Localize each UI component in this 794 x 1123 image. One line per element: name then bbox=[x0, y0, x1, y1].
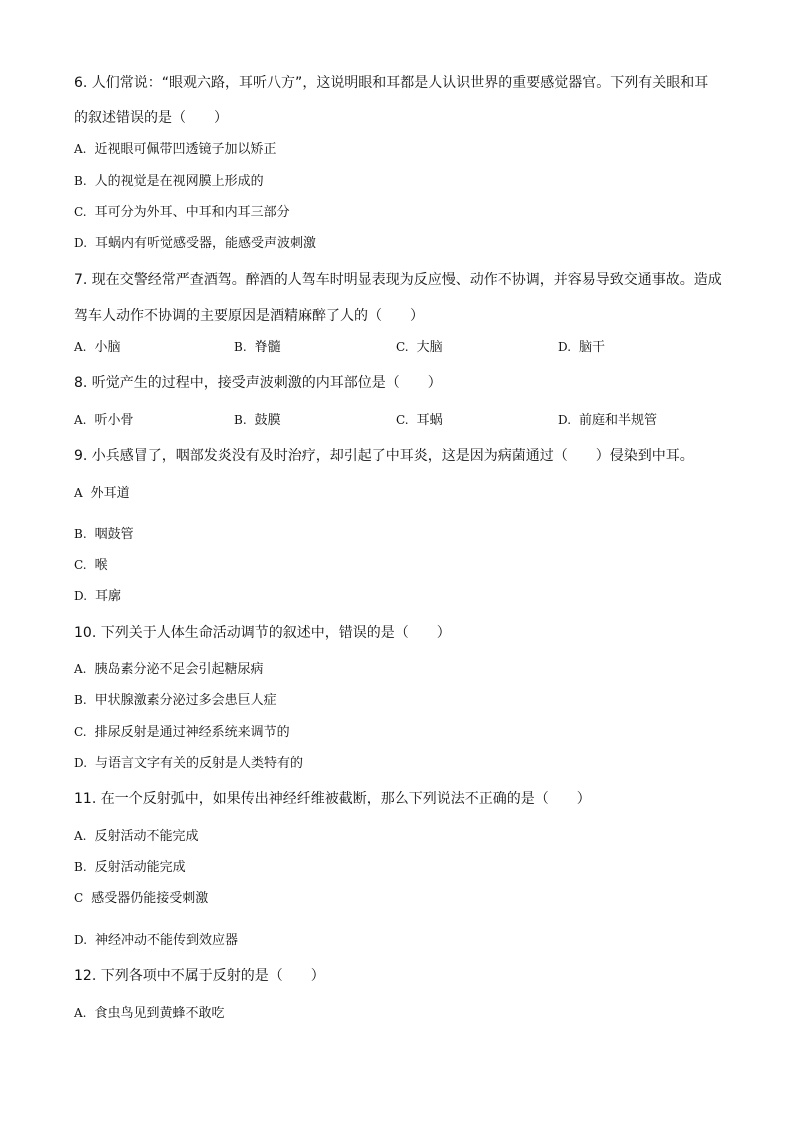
option-letter: C bbox=[74, 891, 84, 905]
option-letter: B. bbox=[74, 527, 87, 541]
q8-stem: 8. 听觉产生的过程中，接受声波刺激的内耳部位是（ ） bbox=[74, 375, 442, 391]
option-text: 与语言文字有关的反射是人类特有的 bbox=[95, 756, 304, 771]
option-letter: C. bbox=[396, 340, 409, 354]
q7-option-b bbox=[234, 337, 281, 358]
option-letter: C. bbox=[74, 725, 87, 739]
option-text: 胰岛素分泌不足会引起糖尿病 bbox=[94, 662, 264, 677]
q11-option-d bbox=[74, 930, 238, 951]
option-text: 食虫鸟见到黄蜂不敢吃 bbox=[94, 1006, 225, 1021]
option-text: 喉 bbox=[94, 558, 108, 573]
q8-option-b bbox=[234, 410, 281, 431]
option-letter: A. bbox=[74, 142, 87, 156]
option-letter: C. bbox=[74, 205, 87, 219]
q10-stem: 10. 下列关于人体生命活动调节的叙述中，错误的是（ ） bbox=[74, 625, 451, 641]
option-letter: B. bbox=[234, 413, 247, 427]
q6-option-a bbox=[74, 139, 277, 160]
option-text: 鼓膜 bbox=[254, 413, 281, 428]
option-text: 甲状腺激素分泌过多会患巨人症 bbox=[94, 693, 277, 708]
option-letter: C. bbox=[74, 558, 87, 572]
option-text: 脊髓 bbox=[254, 340, 281, 355]
q10-option-c bbox=[74, 722, 290, 743]
q8-option-a bbox=[74, 410, 134, 431]
option-text: 排尿反射是通过神经系统来调节的 bbox=[94, 725, 290, 740]
q7-stem-line2: 驾车人动作不协调的主要原因是酒精麻醉了人的（ ） bbox=[74, 308, 424, 324]
q11-option-a bbox=[74, 826, 199, 847]
option-letter: A. bbox=[74, 340, 87, 354]
option-text: 外耳道 bbox=[90, 486, 130, 501]
option-text: 听小骨 bbox=[94, 413, 134, 428]
option-letter: B. bbox=[74, 693, 87, 707]
option-letter: A bbox=[74, 486, 83, 500]
option-text: 耳蜗 bbox=[416, 413, 443, 428]
option-text: 耳可分为外耳、中耳和内耳三部分 bbox=[94, 205, 290, 220]
option-letter: A. bbox=[74, 1006, 87, 1020]
option-text: 咽鼓管 bbox=[94, 527, 134, 542]
q10-option-d bbox=[74, 753, 303, 774]
option-letter: C. bbox=[396, 413, 409, 427]
q10-option-a bbox=[74, 659, 264, 680]
option-text: 人的视觉是在视网膜上形成的 bbox=[94, 174, 264, 189]
option-text: 感受器仍能接受刺激 bbox=[91, 891, 209, 906]
option-letter: D. bbox=[558, 340, 572, 354]
option-letter: B. bbox=[74, 174, 87, 188]
q6-stem-line1: 6. 人们常说：“眼观六路，耳听八方”，这说明眼和耳都是人认识世界的重要感觉器官。下列有关眼和耳 bbox=[74, 75, 709, 91]
q9-option-c bbox=[74, 555, 108, 576]
q9-option-b bbox=[74, 524, 134, 545]
q6-option-c bbox=[74, 202, 290, 223]
option-letter: D. bbox=[74, 933, 88, 947]
option-letter: B. bbox=[234, 340, 247, 354]
option-letter: D. bbox=[74, 756, 88, 770]
option-text: 脑干 bbox=[579, 340, 606, 355]
q8-option-d bbox=[558, 410, 657, 431]
option-text: 反射活动能完成 bbox=[94, 860, 186, 875]
q8-option-c bbox=[396, 410, 443, 431]
option-text: 耳廓 bbox=[95, 589, 122, 604]
q10-option-b bbox=[74, 690, 277, 711]
option-letter: D. bbox=[74, 589, 88, 603]
option-text: 小脑 bbox=[94, 340, 121, 355]
q6-option-d bbox=[74, 233, 316, 254]
q12-stem: 12. 下列各项中不属于反射的是（ ） bbox=[74, 968, 325, 984]
option-letter: A. bbox=[74, 413, 87, 427]
q6-stem-line2: 的叙述错误的是（ ） bbox=[74, 110, 228, 126]
q12-option-a bbox=[74, 1003, 225, 1024]
q6-option-b bbox=[74, 171, 264, 192]
option-text: 耳蜗内有听觉感受器，能感受声波刺激 bbox=[95, 236, 317, 251]
q9-stem: 9. 小兵感冒了，咽部发炎没有及时治疗，却引起了中耳炎，这是因为病菌通过（ ）侵染到中耳。 bbox=[74, 448, 694, 464]
option-letter: D. bbox=[558, 413, 572, 427]
q7-option-a bbox=[74, 337, 121, 358]
q7-option-c bbox=[396, 337, 443, 358]
q11-option-b bbox=[74, 857, 186, 878]
option-text: 反射活动不能完成 bbox=[94, 829, 199, 844]
option-letter: A. bbox=[74, 662, 87, 676]
q11-stem: 11. 在一个反射弧中，如果传出神经纤维被截断，那么下列说法不正确的是（ ） bbox=[74, 791, 591, 807]
option-text: 前庭和半规管 bbox=[579, 413, 658, 428]
q7-option-d bbox=[558, 337, 605, 358]
q9-option-d bbox=[74, 586, 121, 607]
q9-option-a bbox=[74, 483, 130, 504]
option-text: 神经冲动不能传到效应器 bbox=[95, 933, 239, 948]
option-letter: D. bbox=[74, 236, 88, 250]
option-text: 近视眼可佩带凹透镜子加以矫正 bbox=[94, 142, 277, 157]
q11-option-c bbox=[74, 888, 208, 909]
option-letter: B. bbox=[74, 860, 87, 874]
q7-stem-line1: 7. 现在交警经常严查酒驾。醉酒的人驾车时明显表现为反应慢、动作不协调，并容易导致交通事故。造成 bbox=[74, 272, 722, 288]
option-letter: A. bbox=[74, 829, 87, 843]
option-text: 大脑 bbox=[416, 340, 443, 355]
